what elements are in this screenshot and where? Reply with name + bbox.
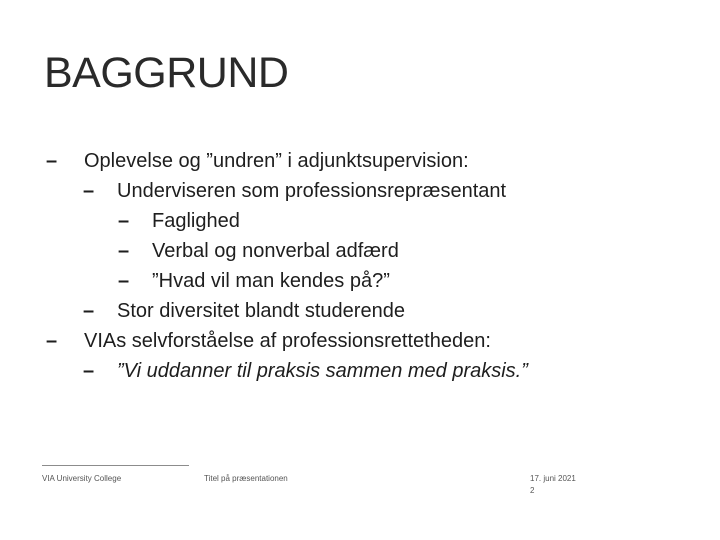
bullet-text: ”Vi uddanner til praksis sammen med praksis.” — [117, 360, 528, 382]
bullet-text: Oplevelse og ”undren” i adjunktsupervision: — [84, 150, 469, 172]
bullet-marker: – — [46, 150, 58, 172]
footer-divider — [42, 465, 189, 466]
bullet-text: Stor diversitet blandt studerende — [117, 300, 405, 322]
bullet-marker: – — [118, 270, 130, 292]
bullet-text: Underviseren som professionsrepræsentant — [117, 180, 507, 202]
bullet-text: Verbal og nonverbal adfærd — [152, 240, 399, 262]
page-number: 2 — [530, 486, 535, 495]
bullet-marker: – — [118, 240, 130, 262]
bullet-marker: – — [83, 300, 95, 322]
bullet-text: Faglighed — [152, 210, 240, 232]
bullet-marker: – — [46, 330, 58, 352]
bullet-marker: – — [118, 210, 130, 232]
slide-title: BAGGRUND — [44, 49, 289, 97]
footer-date: 17. juni 2021 — [530, 474, 576, 483]
bullet-marker: – — [83, 360, 95, 382]
footer-presentation-title: Titel på præsentationen — [204, 474, 288, 483]
bullet-text: ”Hvad vil man kendes på?” — [152, 270, 390, 292]
bullet-text: VIAs selvforståelse af professionsrettetheden: — [84, 330, 491, 352]
footer-organization: VIA University College — [42, 474, 122, 483]
bullet-marker: – — [83, 180, 95, 202]
